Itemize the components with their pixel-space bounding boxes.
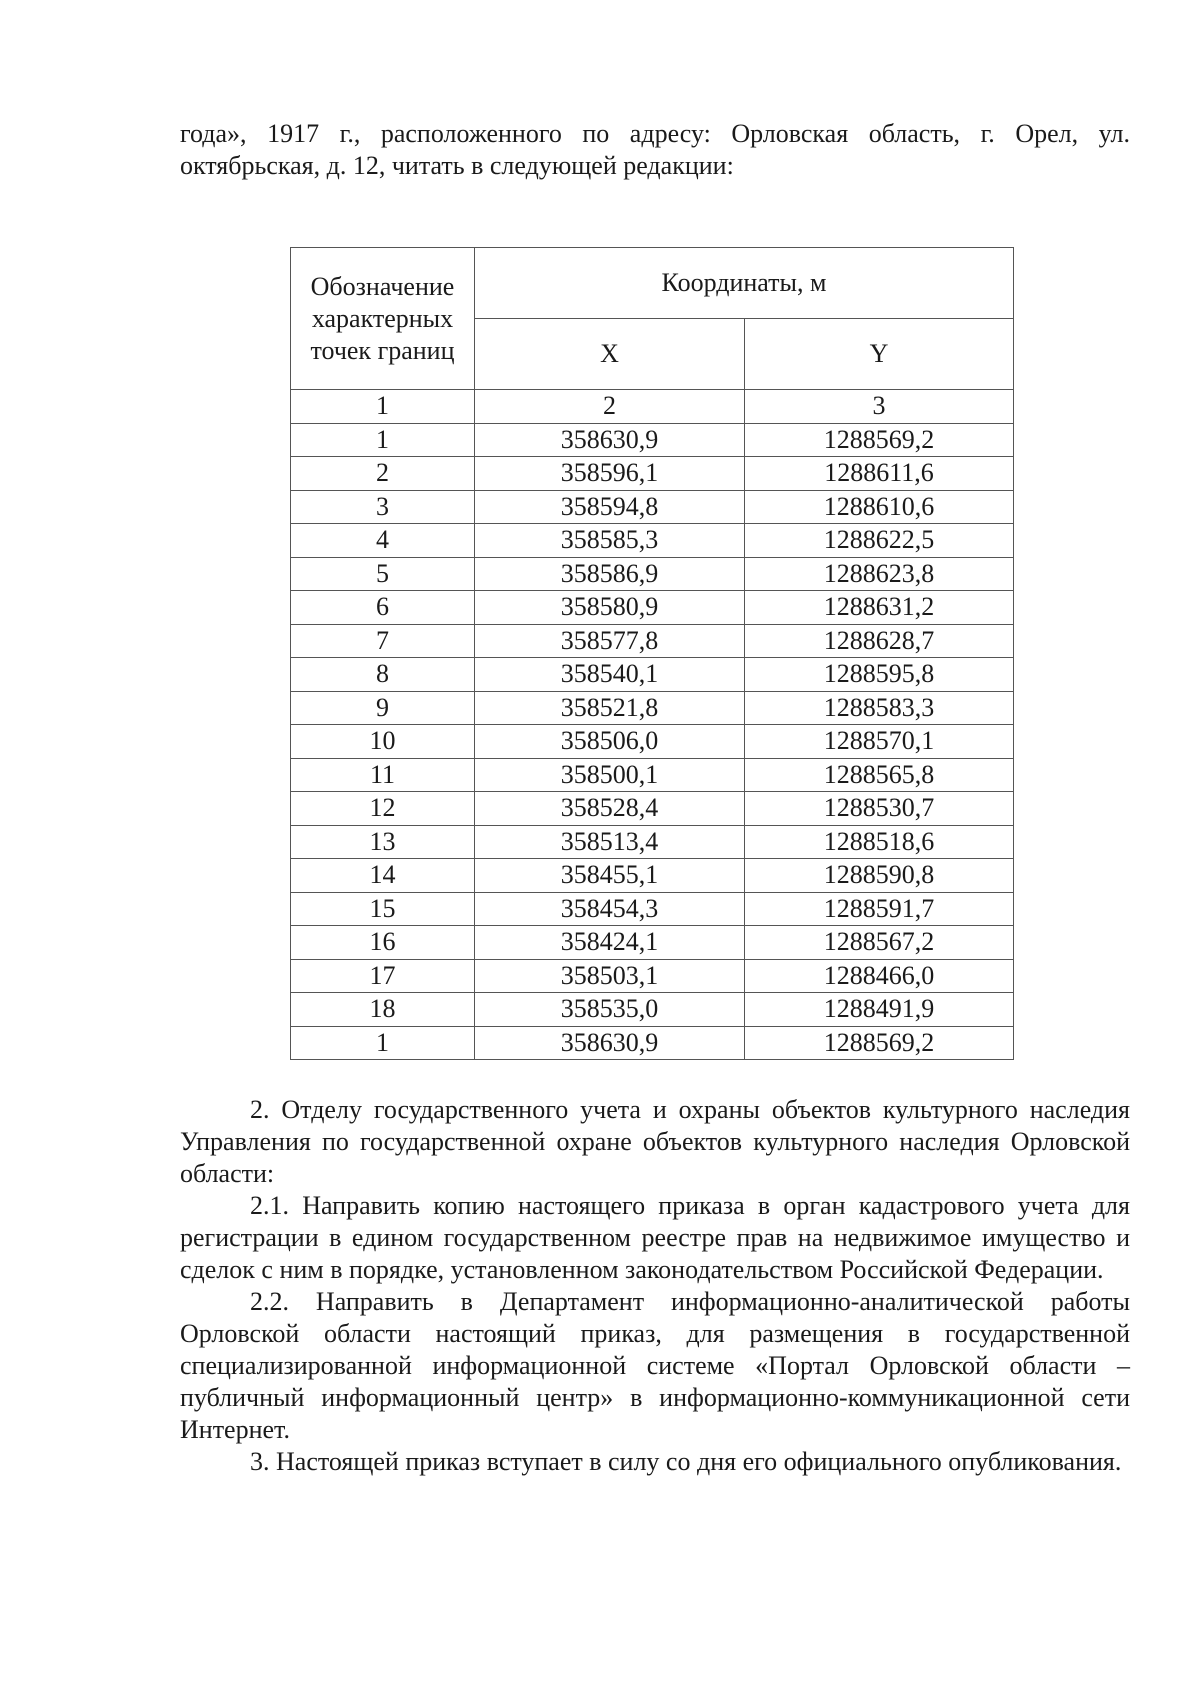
cell-x: 358540,1 bbox=[475, 658, 745, 692]
cell-point: 9 bbox=[291, 691, 475, 725]
cell-point: 10 bbox=[291, 725, 475, 759]
table-row bbox=[291, 691, 1014, 725]
sections-block bbox=[180, 1094, 1130, 1478]
cell-x: 358513,4 bbox=[475, 825, 745, 859]
cell-x: 358455,1 bbox=[475, 859, 745, 893]
cell-point: 11 bbox=[291, 758, 475, 792]
table-row bbox=[291, 658, 1014, 692]
cell-y: 1288591,7 bbox=[745, 892, 1014, 926]
cell-y: 1288611,6 bbox=[745, 457, 1014, 491]
cell-point: 15 bbox=[291, 892, 475, 926]
table-row bbox=[291, 591, 1014, 625]
cell-x: 358630,9 bbox=[475, 1026, 745, 1060]
column-number-1: 1 bbox=[291, 390, 475, 424]
cell-point: 3 bbox=[291, 490, 475, 524]
table-row bbox=[291, 859, 1014, 893]
header-coordinates: Координаты, м bbox=[475, 248, 1014, 319]
cell-x: 358594,8 bbox=[475, 490, 745, 524]
cell-y: 1288622,5 bbox=[745, 524, 1014, 558]
table-row bbox=[291, 624, 1014, 658]
table-row bbox=[291, 959, 1014, 993]
table-row bbox=[291, 557, 1014, 591]
cell-y: 1288631,2 bbox=[745, 591, 1014, 625]
cell-point: 1 bbox=[291, 423, 475, 457]
cell-y: 1288610,6 bbox=[745, 490, 1014, 524]
column-number-3: 3 bbox=[745, 390, 1014, 424]
section-3: 3. Настоящей приказ вступает в силу со дня его официального опубликования. bbox=[250, 1447, 1122, 1476]
table-row bbox=[291, 892, 1014, 926]
cell-y: 1288628,7 bbox=[745, 624, 1014, 658]
cell-x: 358585,3 bbox=[475, 524, 745, 558]
cell-x: 358580,9 bbox=[475, 591, 745, 625]
cell-x: 358424,1 bbox=[475, 926, 745, 960]
cell-y: 1288491,9 bbox=[745, 993, 1014, 1027]
cell-point: 4 bbox=[291, 524, 475, 558]
cell-y: 1288530,7 bbox=[745, 792, 1014, 826]
cell-point: 6 bbox=[291, 591, 475, 625]
cell-point: 12 bbox=[291, 792, 475, 826]
cell-y: 1288583,3 bbox=[745, 691, 1014, 725]
cell-y: 1288569,2 bbox=[745, 1026, 1014, 1060]
table-row bbox=[291, 1026, 1014, 1060]
table-header-row bbox=[291, 248, 1014, 319]
coordinates-table bbox=[290, 247, 1014, 1060]
header-x: X bbox=[475, 319, 745, 390]
cell-point: 16 bbox=[291, 926, 475, 960]
table-row bbox=[291, 725, 1014, 759]
cell-x: 358535,0 bbox=[475, 993, 745, 1027]
cell-y: 1288466,0 bbox=[745, 959, 1014, 993]
cell-x: 358528,4 bbox=[475, 792, 745, 826]
table-row bbox=[291, 490, 1014, 524]
cell-y: 1288569,2 bbox=[745, 423, 1014, 457]
intro-paragraph: года», 1917 г., расположенного по адресу: Орловская область, г. Орел, ул. октябрьская, д. 12, читать в следующей редакции: bbox=[180, 119, 1130, 180]
cell-x: 358577,8 bbox=[475, 624, 745, 658]
cell-y: 1288565,8 bbox=[745, 758, 1014, 792]
cell-x: 358454,3 bbox=[475, 892, 745, 926]
column-number-2: 2 bbox=[475, 390, 745, 424]
cell-point: 14 bbox=[291, 859, 475, 893]
cell-point: 2 bbox=[291, 457, 475, 491]
cell-point: 1 bbox=[291, 1026, 475, 1060]
cell-point: 5 bbox=[291, 557, 475, 591]
section-2: 2. Отделу государственного учета и охраны объектов культурного наследия Управления по государственной охране объектов культурного наследия Орловской области: bbox=[180, 1095, 1130, 1188]
cell-point: 13 bbox=[291, 825, 475, 859]
table-row bbox=[291, 926, 1014, 960]
cell-point: 17 bbox=[291, 959, 475, 993]
table-row bbox=[291, 792, 1014, 826]
cell-y: 1288518,6 bbox=[745, 825, 1014, 859]
table-row bbox=[291, 423, 1014, 457]
table-row bbox=[291, 758, 1014, 792]
cell-point: 7 bbox=[291, 624, 475, 658]
table-row bbox=[291, 825, 1014, 859]
cell-x: 358503,1 bbox=[475, 959, 745, 993]
cell-y: 1288623,8 bbox=[745, 557, 1014, 591]
cell-y: 1288567,2 bbox=[745, 926, 1014, 960]
cell-x: 358500,1 bbox=[475, 758, 745, 792]
cell-y: 1288570,1 bbox=[745, 725, 1014, 759]
cell-y: 1288590,8 bbox=[745, 859, 1014, 893]
section-2-1: 2.1. Направить копию настоящего приказа в орган кадастрового учета для регистрации в едином государственном реестре прав на недвижимое имущество и сделок с ним в порядке, установленном законодательством Российской Федерации. bbox=[180, 1191, 1130, 1284]
table-column-numbers-row bbox=[291, 390, 1014, 424]
cell-y: 1288595,8 bbox=[745, 658, 1014, 692]
cell-x: 358596,1 bbox=[475, 457, 745, 491]
cell-point: 8 bbox=[291, 658, 475, 692]
cell-x: 358506,0 bbox=[475, 725, 745, 759]
table-row bbox=[291, 524, 1014, 558]
header-y: Y bbox=[745, 319, 1014, 390]
cell-x: 358586,9 bbox=[475, 557, 745, 591]
header-point-name: Обозначение характерных точек границ bbox=[291, 248, 475, 390]
cell-x: 358521,8 bbox=[475, 691, 745, 725]
cell-x: 358630,9 bbox=[475, 423, 745, 457]
table-row bbox=[291, 457, 1014, 491]
cell-point: 18 bbox=[291, 993, 475, 1027]
section-2-2: 2.2. Направить в Департамент информационно-аналитической работы Орловской области настоящий приказ, для размещения в государственной специализированной информационной системе «Портал Орловской области – публичный информационный центр» в информационно-коммуникационной сети Интернет. bbox=[180, 1287, 1130, 1444]
table-row bbox=[291, 993, 1014, 1027]
